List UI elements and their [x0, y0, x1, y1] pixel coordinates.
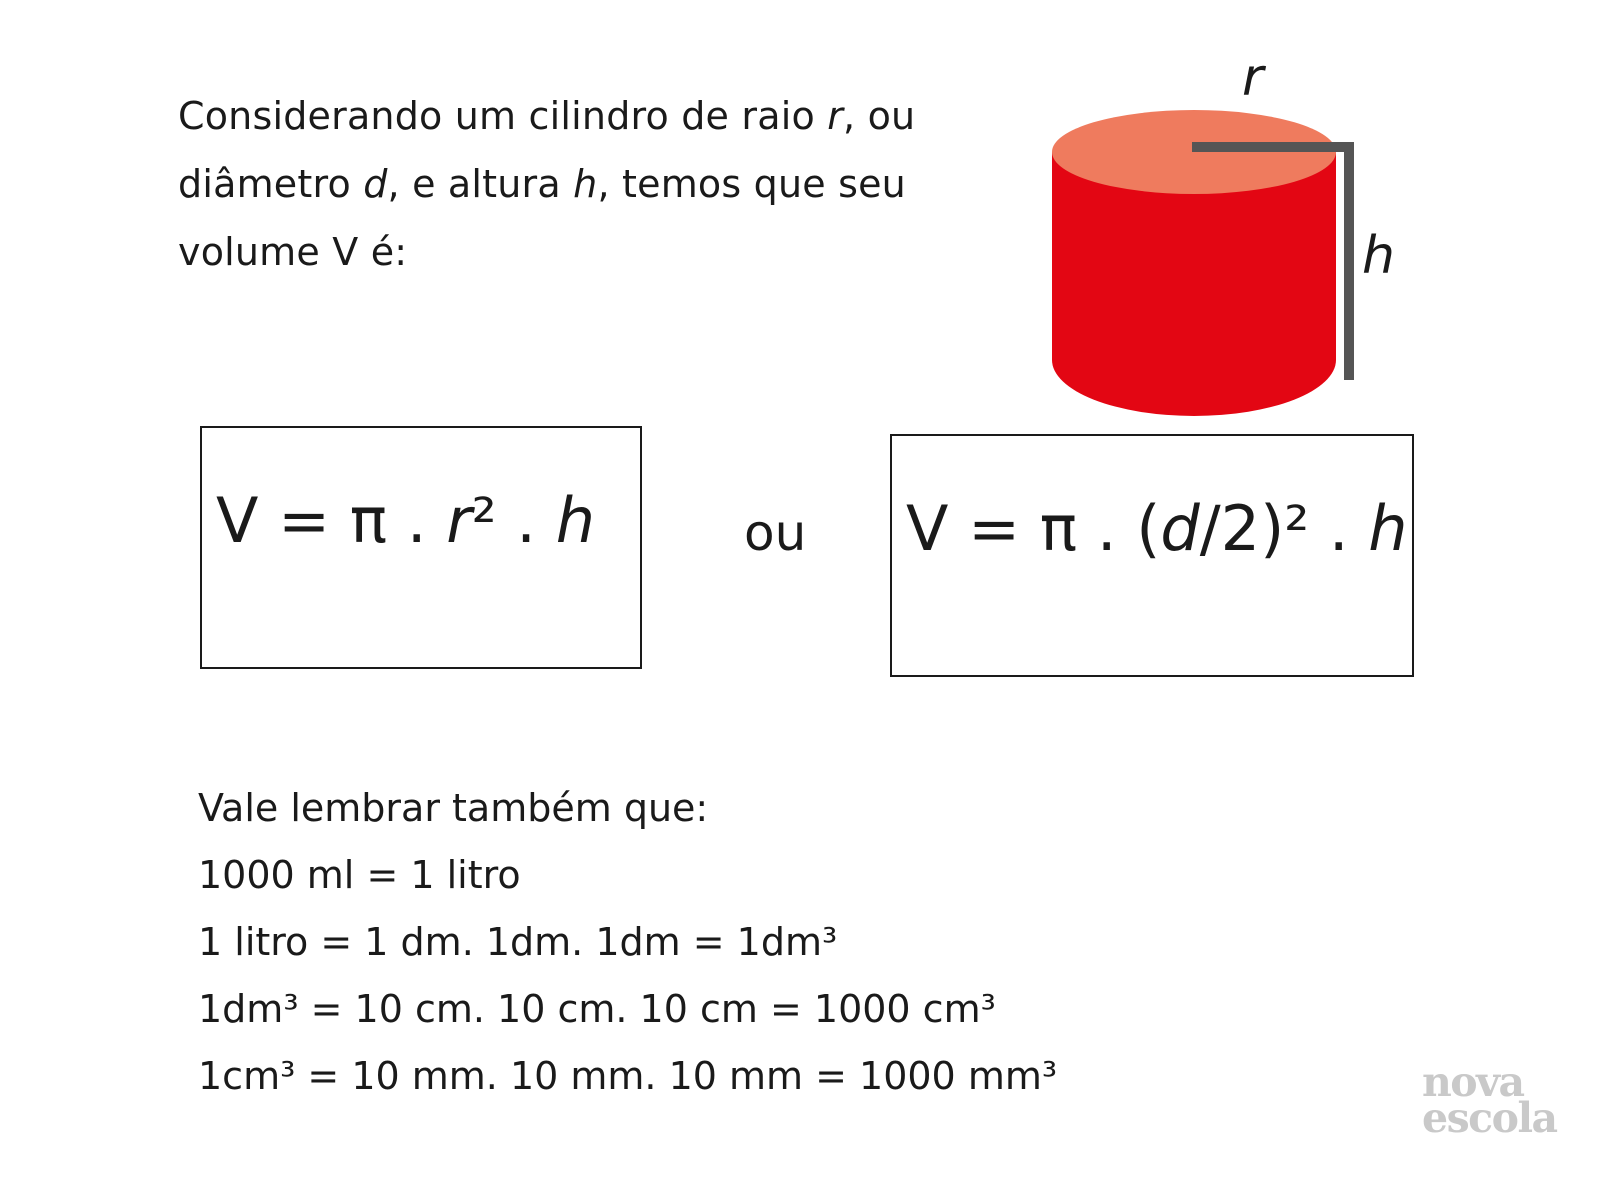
- reminder-line: 1dm³ = 10 cm. 10 cm. 10 cm = 1000 cm³: [198, 987, 996, 1031]
- var-r: r: [827, 94, 844, 138]
- reminder-section: [198, 775, 1057, 1110]
- formula-box-diameter: [890, 434, 1414, 677]
- formula-box-radius: [200, 426, 642, 669]
- var-h: h: [573, 162, 598, 206]
- var-d: d: [363, 162, 388, 206]
- height-label: h: [1362, 226, 1395, 286]
- formula-radius: V = π . r² . h: [216, 484, 596, 557]
- intro-line-2: diâmetro d, e altura h, temos que seu: [178, 162, 906, 206]
- radius-label: r: [1242, 48, 1264, 108]
- reminder-line: 1 litro = 1 dm. 1dm. 1dm = 1dm³: [198, 920, 838, 964]
- formula-diameter: V = π . (d/2)² . h: [906, 492, 1408, 565]
- reminder-line: 1000 ml = 1 litro: [198, 853, 521, 897]
- intro-line-3: volume V é:: [178, 230, 408, 274]
- reminder-heading: Vale lembrar também que:: [198, 786, 709, 830]
- reminder-line: 1cm³ = 10 mm. 10 mm. 10 mm = 1000 mm³: [198, 1054, 1058, 1098]
- separator-text: ou: [744, 504, 807, 562]
- intro-line-1: Considerando um cilindro de raio r, ou: [178, 94, 916, 138]
- nova-escola-logo: nova escola: [1422, 1058, 1557, 1142]
